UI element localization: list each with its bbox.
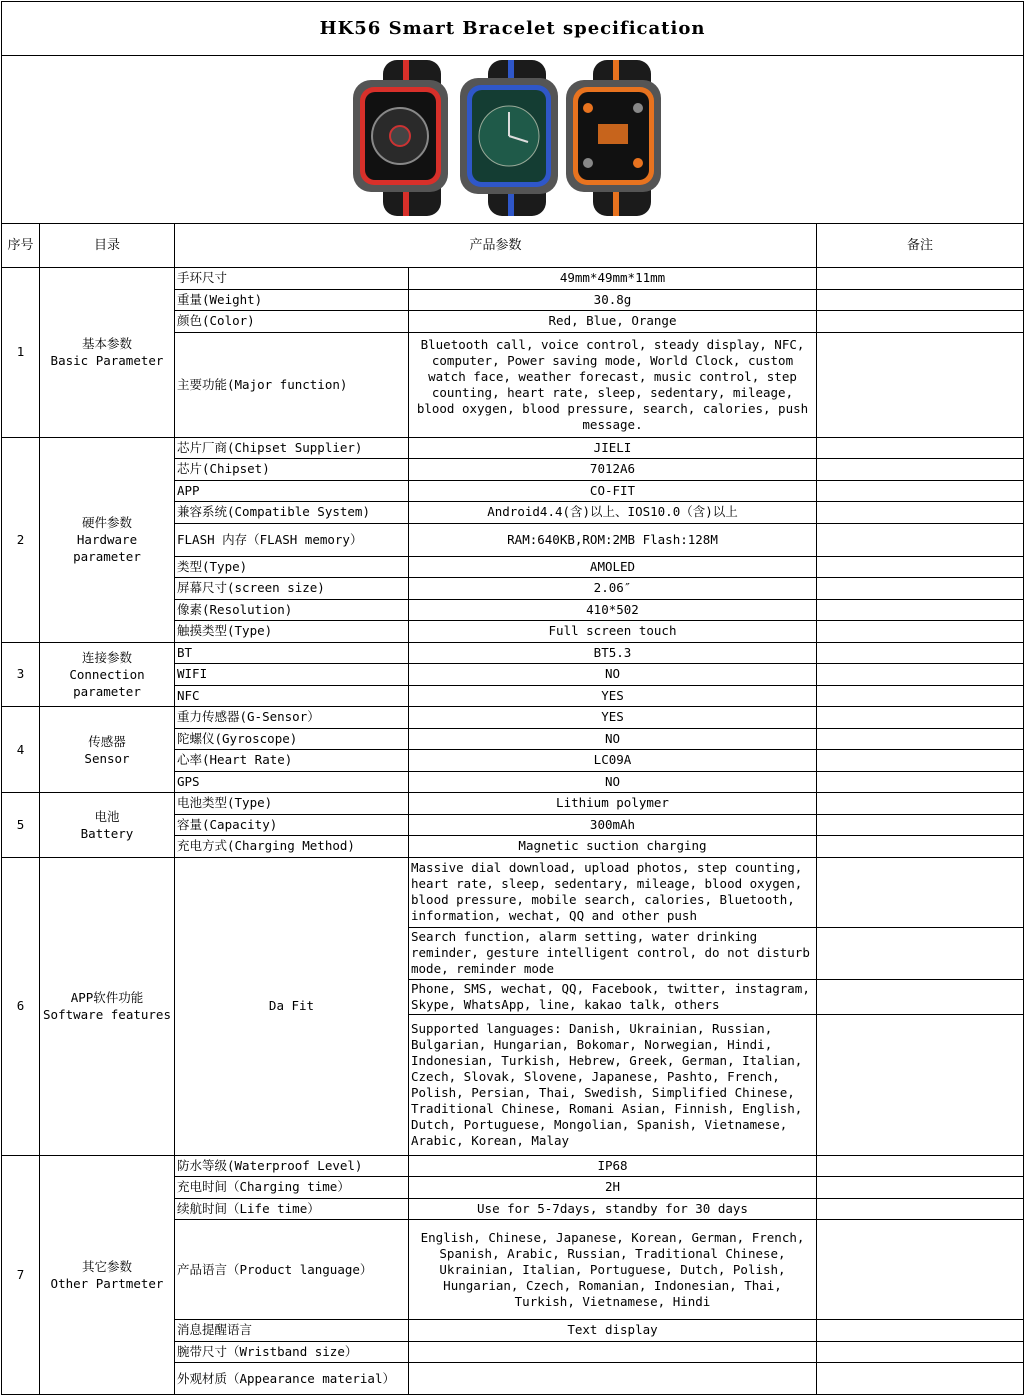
remark-cell	[817, 793, 1024, 815]
remark-cell	[817, 728, 1024, 750]
param-label: WIFI	[175, 664, 409, 686]
header-remarks: 备注	[817, 224, 1024, 268]
param-value: Supported languages: Danish, Ukrainian, Russian, Bulgarian, Hungarian, Bokomar, Norwegian, Hindi, Indonesian, Turkish, Hebrew, Greek, German, Italian, Czech, Slovak, Slovene, Japanese, Pashto, French, Polish, Persian, Thai, Swedish, Simplified Chinese, Traditional Chinese, Romani Asian, Finnish, English, Dutch, Portuguese, Mongolian, Spanish, Vietnamese, Arabic, Korean, Malay	[409, 1014, 817, 1155]
section-number: 7	[2, 1155, 40, 1395]
category-en: Hardware	[76, 532, 138, 547]
param-value: Search function, alarm setting, water drinking reminder, gesture intelligent control, do not disturb mode, reminder mode	[409, 927, 817, 979]
param-value: NO	[409, 771, 817, 793]
remark-cell	[817, 1014, 1024, 1155]
param-value: 49mm*49mm*11mm	[409, 268, 817, 290]
section-number: 6	[2, 857, 40, 1155]
category-en: parameter	[73, 683, 141, 699]
param-label: 腕带尺寸（Wristband size）	[175, 1341, 409, 1363]
param-label: 重力传感器(G-Sensor）	[175, 707, 409, 729]
param-label: Da Fit	[175, 857, 409, 1155]
param-label: 容量(Capacity)	[175, 814, 409, 836]
param-label: 屏幕尺寸(screen size)	[175, 578, 409, 600]
remark-cell	[817, 332, 1024, 437]
param-label: 重量(Weight)	[175, 289, 409, 311]
param-value: NO	[409, 664, 817, 686]
param-label: 主要功能(Major function)	[175, 332, 409, 437]
param-label: APP	[175, 480, 409, 502]
section-number: 1	[2, 268, 40, 438]
title-row	[2, 2, 1024, 56]
table-row	[2, 642, 1024, 664]
param-label: GPS	[175, 771, 409, 793]
param-value: Android4.4(含)以上、IOS10.0（含)以上	[409, 502, 817, 524]
param-label: 电池类型(Type)	[175, 793, 409, 815]
header-row	[2, 224, 1024, 268]
remark-cell	[817, 437, 1024, 459]
param-value: YES	[409, 685, 817, 707]
image-row	[2, 56, 1024, 224]
header-params: 产品参数	[175, 224, 817, 268]
table-row	[2, 268, 1024, 290]
remark-cell	[817, 621, 1024, 643]
section-number: 2	[2, 437, 40, 642]
category-cn: 其它参数	[81, 1258, 132, 1274]
param-value: 30.8g	[409, 289, 817, 311]
remark-cell	[817, 523, 1024, 556]
table-row	[2, 1155, 1024, 1177]
watch-blue	[460, 60, 558, 216]
remark-cell	[817, 289, 1024, 311]
section-category	[40, 437, 175, 642]
param-value: RAM:640KB,ROM:2MB Flash:128M	[409, 523, 817, 556]
remark-cell	[817, 556, 1024, 578]
header-no: 序号	[2, 224, 40, 268]
watch-orange	[566, 60, 661, 216]
param-value: Magnetic suction charging	[409, 836, 817, 858]
param-value: NO	[409, 728, 817, 750]
param-value: 2H	[409, 1177, 817, 1199]
param-label: 防水等级(Waterproof Level)	[175, 1155, 409, 1177]
remark-cell	[817, 268, 1024, 290]
remark-cell	[817, 1155, 1024, 1177]
param-value: CO-FIT	[409, 480, 817, 502]
category-cn: 传感器	[88, 733, 126, 749]
table-row	[2, 437, 1024, 459]
param-value	[409, 1341, 817, 1363]
section-number: 5	[2, 793, 40, 858]
category-cn: APP软件功能	[70, 990, 144, 1005]
remark-cell	[817, 1220, 1024, 1320]
section-category	[40, 1155, 175, 1395]
param-label: 颜色(Color)	[175, 311, 409, 333]
param-value: LC09A	[409, 750, 817, 772]
category-cn: 基本参数	[81, 336, 132, 352]
param-label: 芯片(Chipset)	[175, 459, 409, 481]
category-en: parameter	[73, 549, 141, 564]
remark-cell	[817, 707, 1024, 729]
remark-cell	[817, 927, 1024, 979]
param-value: Use for 5-7days, standby for 30 days	[409, 1198, 817, 1220]
table-row	[2, 857, 1024, 927]
param-value: Text display	[409, 1320, 817, 1342]
remark-cell	[817, 459, 1024, 481]
section-category	[40, 793, 175, 858]
param-value: 2.06″	[409, 578, 817, 600]
param-value: 300mAh	[409, 814, 817, 836]
section-number: 3	[2, 642, 40, 707]
remark-cell	[817, 502, 1024, 524]
remark-cell	[817, 771, 1024, 793]
remark-cell	[817, 857, 1024, 927]
remark-cell	[817, 1320, 1024, 1342]
param-value: BT5.3	[409, 642, 817, 664]
param-label: 续航时间（Life time）	[175, 1198, 409, 1220]
param-value: 410*502	[409, 599, 817, 621]
remark-cell	[817, 750, 1024, 772]
remark-cell	[817, 685, 1024, 707]
param-value: Full screen touch	[409, 621, 817, 643]
product-image-cell	[2, 56, 1024, 224]
param-value: YES	[409, 707, 817, 729]
section-number: 4	[2, 707, 40, 793]
remark-cell	[817, 1363, 1024, 1395]
param-label: 像素(Resolution)	[175, 599, 409, 621]
remark-cell	[817, 979, 1024, 1014]
remark-cell	[817, 814, 1024, 836]
category-en: Sensor	[84, 750, 130, 766]
param-label: 兼容系统(Compatible System)	[175, 502, 409, 524]
category-cn: 连接参数	[81, 649, 132, 665]
param-label: 陀螺仪(Gyroscope)	[175, 728, 409, 750]
category-en: Battery	[80, 825, 134, 841]
param-label: 手环尺寸	[175, 268, 409, 290]
remark-cell	[817, 642, 1024, 664]
remark-cell	[817, 311, 1024, 333]
section-category	[40, 268, 175, 438]
table-row	[2, 793, 1024, 815]
category-cn: 电池	[94, 808, 120, 824]
param-value: Lithium polymer	[409, 793, 817, 815]
category-cn: 硬件参数	[81, 515, 132, 530]
param-value: Massive dial download, upload photos, step counting, heart rate, sleep, sedentary, mileage, blood oxygen, blood pressure, mobile search, calories, Bluetooth, information, wechat, QQ and other push	[409, 857, 817, 927]
param-value: Phone, SMS, wechat, QQ, Facebook, twitter, instagram, Skype, WhatsApp, line, kakao talk, others	[409, 979, 817, 1014]
param-value: IP68	[409, 1155, 817, 1177]
spec-table	[1, 1, 1024, 1395]
param-label: 类型(Type)	[175, 556, 409, 578]
remark-cell	[817, 836, 1024, 858]
category-en: Connection	[69, 666, 145, 682]
param-value: Red, Blue, Orange	[409, 311, 817, 333]
category-en: Other Partmeter	[50, 1275, 164, 1291]
category-en: Software features	[43, 1007, 171, 1022]
table-row	[2, 707, 1024, 729]
param-label: 充电方式(Charging Method)	[175, 836, 409, 858]
remark-cell	[817, 664, 1024, 686]
param-label: 芯片厂商(Chipset Supplier)	[175, 437, 409, 459]
param-label: 产品语言（Product language）	[175, 1220, 409, 1320]
param-value: Bluetooth call, voice control, steady display, NFC, computer, Power saving mode, World Clock, custom watch face, weather forecast, music control, step counting, heart rate, sleep, sedentary, mileage, blood oxygen, blood pressure, search, calories, push message.	[409, 332, 817, 437]
remark-cell	[817, 1177, 1024, 1199]
page-title: HK56 Smart Bracelet specification	[2, 2, 1024, 56]
param-label: FLASH 内存（FLASH memory）	[175, 523, 409, 556]
param-value: English, Chinese, Japanese, Korean, German, French, Spanish, Arabic, Russian, Traditional Chinese, Ukrainian, Italian, Portuguese, Dutch, Polish, Hungarian, Czech, Romanian, Indonesian, Thai, Turkish, Vietnamese, Hindi	[409, 1220, 817, 1320]
remark-cell	[817, 599, 1024, 621]
remark-cell	[817, 480, 1024, 502]
param-label: 充电时间（Charging time）	[175, 1177, 409, 1199]
param-label: 触摸类型(Type)	[175, 621, 409, 643]
watch-red	[353, 60, 448, 216]
section-category	[40, 857, 175, 1155]
param-label: 消息提醒语言	[175, 1320, 409, 1342]
param-label: 外观材质（Appearance material）	[175, 1363, 409, 1395]
remark-cell	[817, 578, 1024, 600]
category-en: Basic Parameter	[50, 353, 164, 369]
header-category: 目录	[40, 224, 175, 268]
param-value	[409, 1363, 817, 1395]
param-label: BT	[175, 642, 409, 664]
param-label: 心率(Heart Rate)	[175, 750, 409, 772]
section-category	[40, 642, 175, 707]
param-label: NFC	[175, 685, 409, 707]
param-value: 7012A6	[409, 459, 817, 481]
section-category	[40, 707, 175, 793]
param-value: JIELI	[409, 437, 817, 459]
smartwatch-product-photo	[348, 58, 678, 218]
param-value: AMOLED	[409, 556, 817, 578]
remark-cell	[817, 1198, 1024, 1220]
remark-cell	[817, 1341, 1024, 1363]
